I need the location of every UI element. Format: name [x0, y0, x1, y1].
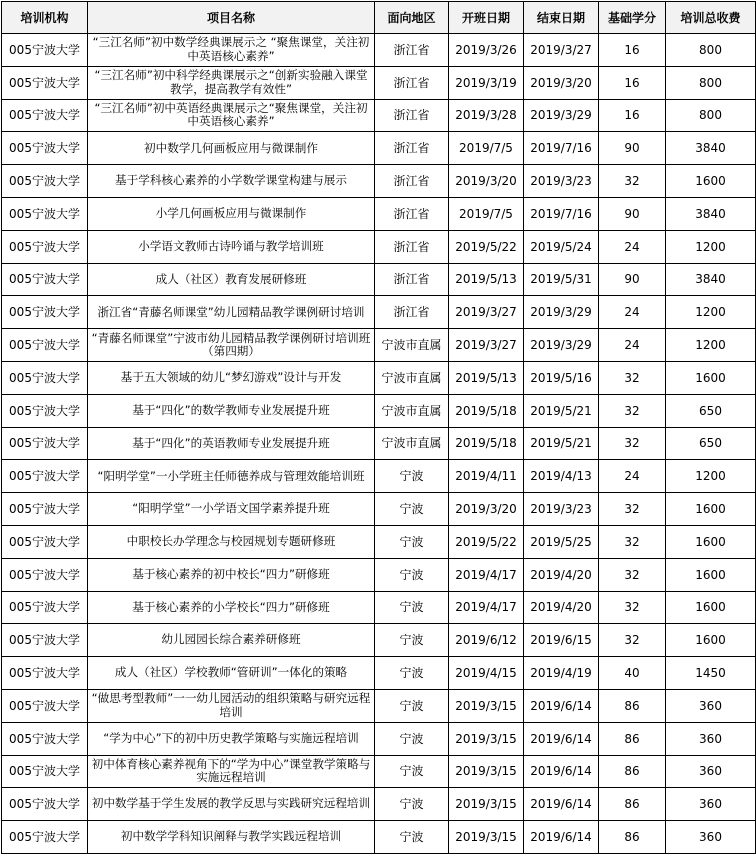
- table-row: [2, 99, 756, 132]
- cell-fee: 1600: [666, 525, 756, 558]
- cell-start-date: 2019/7/5: [449, 132, 524, 165]
- cell-end-date: 2019/6/15: [524, 624, 599, 657]
- cell-credits: 16: [599, 66, 666, 99]
- cell-credits: 32: [599, 591, 666, 624]
- table-row: [2, 788, 756, 821]
- cell-region: 浙江省: [375, 99, 449, 132]
- cell-project-name: “阳明学堂”一小学班主任师德养成与管理效能培训班: [88, 460, 375, 493]
- cell-region: 宁波: [375, 525, 449, 558]
- cell-fee: 360: [666, 821, 756, 854]
- cell-end-date: 2019/4/20: [524, 591, 599, 624]
- cell-project-name: 基于核心素养的初中校长“四力”研修班: [88, 558, 375, 591]
- table-row: [2, 197, 756, 230]
- cell-fee: 3840: [666, 263, 756, 296]
- cell-end-date: 2019/6/14: [524, 788, 599, 821]
- cell-project-name: 初中数学基于学生发展的教学反思与实践研究远程培训: [88, 788, 375, 821]
- cell-credits: 24: [599, 460, 666, 493]
- cell-start-date: 2019/3/28: [449, 99, 524, 132]
- cell-region: 浙江省: [375, 165, 449, 198]
- cell-region: 宁波: [375, 788, 449, 821]
- table-row: [2, 624, 756, 657]
- cell-credits: 32: [599, 493, 666, 526]
- cell-fee: 1200: [666, 460, 756, 493]
- cell-end-date: 2019/3/29: [524, 99, 599, 132]
- cell-fee: 1600: [666, 165, 756, 198]
- table-row: [2, 329, 756, 362]
- table-row: [2, 460, 756, 493]
- cell-end-date: 2019/4/13: [524, 460, 599, 493]
- cell-fee: 650: [666, 427, 756, 460]
- cell-institution: 005宁波大学: [2, 558, 88, 591]
- cell-fee: 1600: [666, 493, 756, 526]
- cell-end-date: 2019/7/16: [524, 197, 599, 230]
- cell-institution: 005宁波大学: [2, 165, 88, 198]
- cell-project-name: 初中数学学科知识阐释与教学实践远程培训: [88, 821, 375, 854]
- cell-start-date: 2019/3/19: [449, 66, 524, 99]
- cell-start-date: 2019/5/13: [449, 361, 524, 394]
- cell-start-date: 2019/3/15: [449, 722, 524, 755]
- cell-project-name: 成人（社区）教育发展研修班: [88, 263, 375, 296]
- table-row: [2, 394, 756, 427]
- cell-start-date: 2019/3/15: [449, 689, 524, 722]
- cell-project-name: “阳明学堂”一小学语文国学素养提升班: [88, 493, 375, 526]
- cell-end-date: 2019/4/20: [524, 558, 599, 591]
- cell-credits: 86: [599, 689, 666, 722]
- cell-fee: 360: [666, 755, 756, 788]
- cell-project-name: 成人（社区）学校教师“管研训”一体化的策略: [88, 657, 375, 690]
- cell-project-name: 基于“四化”的数学教师专业发展提升班: [88, 394, 375, 427]
- cell-project-name: 初中数学几何画板应用与微课制作: [88, 132, 375, 165]
- cell-fee: 1600: [666, 558, 756, 591]
- table-row: [2, 493, 756, 526]
- cell-region: 浙江省: [375, 34, 449, 67]
- cell-fee: 1600: [666, 624, 756, 657]
- cell-credits: 90: [599, 197, 666, 230]
- table-row: [2, 689, 756, 722]
- table-row: [2, 230, 756, 263]
- cell-fee: 360: [666, 788, 756, 821]
- cell-start-date: 2019/5/22: [449, 525, 524, 558]
- cell-end-date: 2019/6/14: [524, 755, 599, 788]
- cell-start-date: 2019/3/15: [449, 821, 524, 854]
- cell-start-date: 2019/4/15: [449, 657, 524, 690]
- table-row: [2, 657, 756, 690]
- cell-end-date: 2019/5/31: [524, 263, 599, 296]
- training-programs-table: [1, 1, 756, 854]
- cell-project-name: “学为中心”下的初中历史教学策略与实施远程培训: [88, 722, 375, 755]
- cell-institution: 005宁波大学: [2, 296, 88, 329]
- cell-start-date: 2019/4/17: [449, 591, 524, 624]
- header-project-name: 项目名称: [88, 2, 375, 34]
- cell-fee: 1200: [666, 329, 756, 362]
- cell-project-name: 基于“四化”的英语教师专业发展提升班: [88, 427, 375, 460]
- cell-institution: 005宁波大学: [2, 329, 88, 362]
- cell-institution: 005宁波大学: [2, 34, 88, 67]
- table-row: [2, 821, 756, 854]
- cell-project-name: “三江名师”初中英语经典课展示之“聚焦课堂，关注初中英语核心素养”: [88, 99, 375, 132]
- cell-institution: 005宁波大学: [2, 591, 88, 624]
- cell-credits: 40: [599, 657, 666, 690]
- cell-fee: 360: [666, 689, 756, 722]
- cell-credits: 32: [599, 558, 666, 591]
- cell-project-name: “做思考型教师”一一幼儿园活动的组织策略与研究远程培训: [88, 689, 375, 722]
- cell-end-date: 2019/5/24: [524, 230, 599, 263]
- cell-region: 宁波: [375, 821, 449, 854]
- cell-end-date: 2019/3/29: [524, 296, 599, 329]
- cell-fee: 1450: [666, 657, 756, 690]
- cell-start-date: 2019/3/20: [449, 493, 524, 526]
- cell-region: 宁波: [375, 460, 449, 493]
- cell-region: 宁波: [375, 591, 449, 624]
- cell-start-date: 2019/4/11: [449, 460, 524, 493]
- cell-start-date: 2019/3/20: [449, 165, 524, 198]
- cell-project-name: 中职校长办学理念与校园规划专题研修班: [88, 525, 375, 558]
- cell-end-date: 2019/3/27: [524, 34, 599, 67]
- cell-end-date: 2019/5/21: [524, 427, 599, 460]
- table-row: [2, 165, 756, 198]
- cell-region: 宁波市直属: [375, 427, 449, 460]
- cell-fee: 800: [666, 66, 756, 99]
- cell-project-name: “三江名师”初中科学经典课展示之“创新实验融入课堂教学，提高教学有效性”: [88, 66, 375, 99]
- header-institution: 培训机构: [2, 2, 88, 34]
- cell-end-date: 2019/5/25: [524, 525, 599, 558]
- cell-institution: 005宁波大学: [2, 427, 88, 460]
- cell-institution: 005宁波大学: [2, 66, 88, 99]
- cell-credits: 24: [599, 230, 666, 263]
- table-row: [2, 525, 756, 558]
- cell-credits: 16: [599, 34, 666, 67]
- cell-institution: 005宁波大学: [2, 821, 88, 854]
- cell-project-name: 基于学科核心素养的小学数学课堂构建与展示: [88, 165, 375, 198]
- cell-institution: 005宁波大学: [2, 132, 88, 165]
- cell-credits: 32: [599, 624, 666, 657]
- cell-start-date: 2019/3/15: [449, 788, 524, 821]
- cell-project-name: 浙江省“青藤名师课堂”幼儿园精品教学课例研讨培训: [88, 296, 375, 329]
- cell-start-date: 2019/3/15: [449, 755, 524, 788]
- cell-end-date: 2019/5/16: [524, 361, 599, 394]
- cell-region: 宁波市直属: [375, 361, 449, 394]
- table-row: [2, 427, 756, 460]
- cell-fee: 800: [666, 34, 756, 67]
- cell-credits: 32: [599, 361, 666, 394]
- cell-fee: 650: [666, 394, 756, 427]
- cell-region: 宁波: [375, 624, 449, 657]
- header-fee: 培训总收费: [666, 2, 756, 34]
- cell-credits: 32: [599, 165, 666, 198]
- cell-fee: 1600: [666, 591, 756, 624]
- cell-project-name: 基于五大领域的幼儿“梦幻游戏”设计与开发: [88, 361, 375, 394]
- cell-institution: 005宁波大学: [2, 624, 88, 657]
- cell-end-date: 2019/3/29: [524, 329, 599, 362]
- cell-project-name: 基于核心素养的小学校长“四力”研修班: [88, 591, 375, 624]
- table-row: [2, 132, 756, 165]
- cell-end-date: 2019/5/21: [524, 394, 599, 427]
- cell-end-date: 2019/6/14: [524, 821, 599, 854]
- cell-institution: 005宁波大学: [2, 722, 88, 755]
- cell-start-date: 2019/3/27: [449, 329, 524, 362]
- table-row: [2, 34, 756, 67]
- cell-end-date: 2019/4/19: [524, 657, 599, 690]
- table-row: [2, 722, 756, 755]
- cell-end-date: 2019/6/14: [524, 722, 599, 755]
- cell-credits: 86: [599, 788, 666, 821]
- table-header: [2, 2, 756, 34]
- cell-fee: 800: [666, 99, 756, 132]
- header-start-date: 开班日期: [449, 2, 524, 34]
- cell-region: 宁波: [375, 657, 449, 690]
- cell-region: 宁波市直属: [375, 394, 449, 427]
- cell-region: 宁波: [375, 689, 449, 722]
- cell-start-date: 2019/5/22: [449, 230, 524, 263]
- table-row: [2, 263, 756, 296]
- cell-fee: 3840: [666, 132, 756, 165]
- cell-start-date: 2019/4/17: [449, 558, 524, 591]
- cell-region: 浙江省: [375, 230, 449, 263]
- cell-project-name: 幼儿园园长综合素养研修班: [88, 624, 375, 657]
- cell-institution: 005宁波大学: [2, 361, 88, 394]
- cell-credits: 32: [599, 394, 666, 427]
- cell-credits: 16: [599, 99, 666, 132]
- cell-start-date: 2019/5/18: [449, 394, 524, 427]
- cell-region: 浙江省: [375, 296, 449, 329]
- cell-end-date: 2019/7/16: [524, 132, 599, 165]
- cell-credits: 24: [599, 296, 666, 329]
- cell-institution: 005宁波大学: [2, 197, 88, 230]
- header-region: 面向地区: [375, 2, 449, 34]
- cell-start-date: 2019/5/13: [449, 263, 524, 296]
- table-row: [2, 755, 756, 788]
- cell-fee: 1200: [666, 296, 756, 329]
- cell-credits: 86: [599, 821, 666, 854]
- cell-end-date: 2019/3/20: [524, 66, 599, 99]
- header-end-date: 结束日期: [524, 2, 599, 34]
- cell-credits: 90: [599, 132, 666, 165]
- cell-project-name: 小学语文教师古诗吟诵与教学培训班: [88, 230, 375, 263]
- table-row: [2, 361, 756, 394]
- cell-start-date: 2019/3/27: [449, 296, 524, 329]
- cell-institution: 005宁波大学: [2, 657, 88, 690]
- cell-fee: 1600: [666, 361, 756, 394]
- cell-start-date: 2019/7/5: [449, 197, 524, 230]
- table-row: [2, 591, 756, 624]
- cell-end-date: 2019/6/14: [524, 689, 599, 722]
- cell-region: 浙江省: [375, 263, 449, 296]
- table-row: [2, 296, 756, 329]
- cell-fee: 1200: [666, 230, 756, 263]
- cell-region: 浙江省: [375, 66, 449, 99]
- cell-institution: 005宁波大学: [2, 788, 88, 821]
- table-body: [2, 34, 756, 854]
- cell-start-date: 2019/6/12: [449, 624, 524, 657]
- cell-credits: 90: [599, 263, 666, 296]
- cell-region: 浙江省: [375, 197, 449, 230]
- cell-start-date: 2019/5/18: [449, 427, 524, 460]
- cell-credits: 32: [599, 525, 666, 558]
- cell-project-name: 小学几何画板应用与微课制作: [88, 197, 375, 230]
- cell-institution: 005宁波大学: [2, 99, 88, 132]
- cell-region: 宁波: [375, 722, 449, 755]
- cell-institution: 005宁波大学: [2, 689, 88, 722]
- cell-institution: 005宁波大学: [2, 525, 88, 558]
- header-row: [2, 2, 756, 34]
- cell-institution: 005宁波大学: [2, 460, 88, 493]
- cell-end-date: 2019/3/23: [524, 165, 599, 198]
- cell-credits: 86: [599, 755, 666, 788]
- cell-institution: 005宁波大学: [2, 493, 88, 526]
- header-credits: 基础学分: [599, 2, 666, 34]
- cell-start-date: 2019/3/26: [449, 34, 524, 67]
- cell-institution: 005宁波大学: [2, 263, 88, 296]
- cell-region: 浙江省: [375, 132, 449, 165]
- cell-fee: 360: [666, 722, 756, 755]
- cell-institution: 005宁波大学: [2, 230, 88, 263]
- cell-region: 宁波市直属: [375, 329, 449, 362]
- cell-fee: 3840: [666, 197, 756, 230]
- cell-project-name: 初中体育核心素养视角下的“学为中心”课堂教学策略与实施远程培训: [88, 755, 375, 788]
- cell-institution: 005宁波大学: [2, 755, 88, 788]
- cell-project-name: “青藤名师课堂”宁波市幼儿园精品教学课例研讨培训班（第四期）: [88, 329, 375, 362]
- table-row: [2, 558, 756, 591]
- cell-region: 宁波: [375, 558, 449, 591]
- cell-end-date: 2019/3/23: [524, 493, 599, 526]
- cell-project-name: “三江名师”初中数学经典课展示之 “聚焦课堂，关注初中英语核心素养”: [88, 34, 375, 67]
- cell-credits: 24: [599, 329, 666, 362]
- table-row: [2, 66, 756, 99]
- cell-institution: 005宁波大学: [2, 394, 88, 427]
- cell-region: 宁波: [375, 755, 449, 788]
- cell-credits: 86: [599, 722, 666, 755]
- cell-credits: 32: [599, 427, 666, 460]
- cell-region: 宁波: [375, 493, 449, 526]
